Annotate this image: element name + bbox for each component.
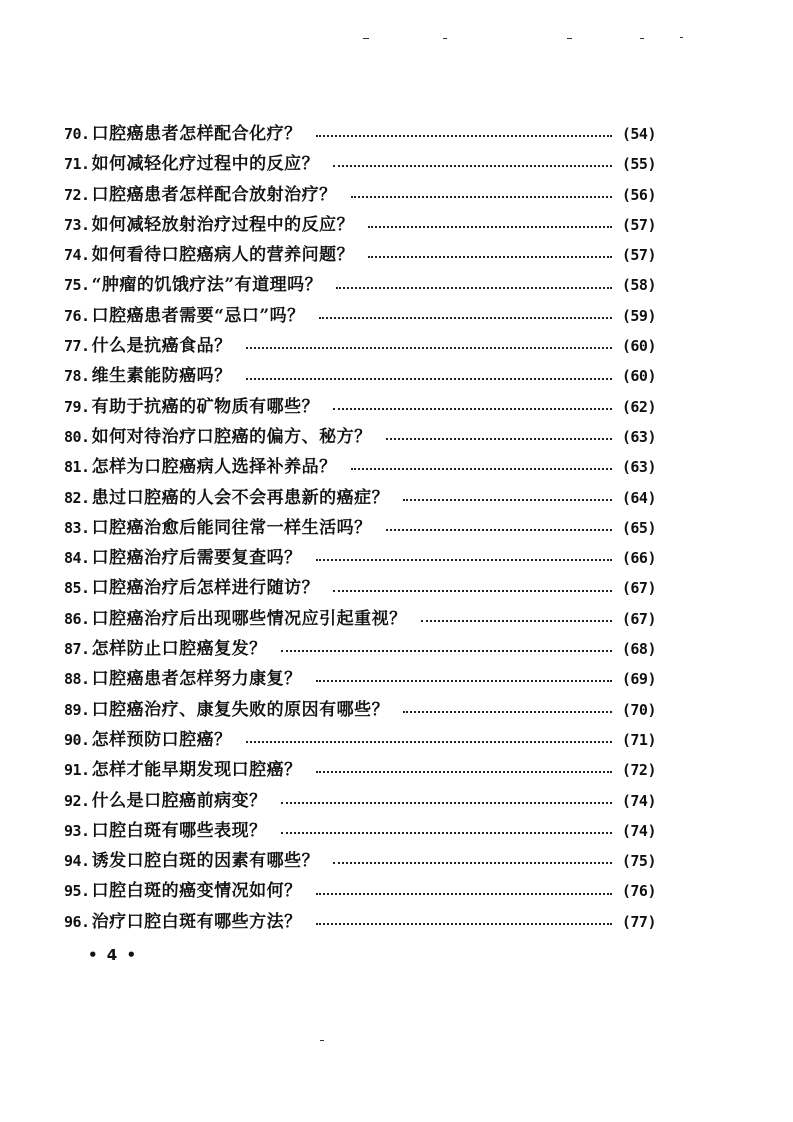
toc-entry[interactable]: [64, 301, 656, 331]
toc-entry[interactable]: [64, 786, 656, 816]
toc-entry-title: 治疗口腔白斑有哪些方法？: [91, 911, 302, 932]
toc-entry-number: 71.: [64, 155, 90, 174]
toc-entry-page: (70): [621, 700, 656, 719]
toc-entry[interactable]: [64, 270, 656, 300]
scan-speck: [363, 38, 369, 39]
toc-entry-title: 口腔癌患者怎样努力康复？: [91, 669, 302, 690]
toc-entry-page: (65): [621, 518, 656, 537]
toc-entry-title: 什么是口腔癌前病变？: [91, 790, 267, 811]
toc-entry[interactable]: [64, 573, 656, 603]
dot-leader: [281, 832, 612, 834]
toc-entry[interactable]: [64, 543, 656, 573]
toc-entry-number: 77.: [64, 337, 90, 356]
toc-entry-title: 口腔白斑的癌变情况如何？: [91, 881, 302, 902]
scan-speck: [640, 38, 644, 39]
toc-entry-page: (75): [621, 852, 656, 871]
dot-leader: [246, 741, 612, 743]
toc-entry[interactable]: [64, 604, 656, 634]
toc-entry-page: (77): [621, 912, 656, 931]
toc-entry-number: 86.: [64, 609, 90, 628]
toc-entry[interactable]: [64, 452, 656, 482]
toc-entry-title: 怎样才能早期发现口腔癌？: [91, 760, 302, 781]
dot-leader: [316, 923, 612, 925]
toc-entry-title: 如何减轻化疗过程中的反应？: [91, 154, 320, 175]
toc-entry-page: (72): [621, 761, 656, 780]
scan-speck: [320, 1040, 324, 1041]
dot-leader: [336, 287, 612, 289]
toc-entry-title: 如何看待口腔癌病人的营养问题？: [91, 245, 355, 266]
toc-entry-number: 90.: [64, 730, 90, 749]
toc-entry-page: (66): [621, 549, 656, 568]
toc-entry-number: 88.: [64, 670, 90, 689]
toc-entry-page: (74): [621, 821, 656, 840]
toc-entry-number: 72.: [64, 185, 90, 204]
dot-leader: [316, 771, 612, 773]
toc-entry-title: 口腔癌患者怎样配合化疗？: [91, 124, 302, 144]
dot-leader: [316, 135, 612, 137]
toc-entry-title: 口腔癌患者怎样配合放射治疗？: [91, 184, 337, 205]
toc-entry[interactable]: [64, 664, 656, 694]
toc-entry[interactable]: [64, 876, 656, 906]
toc-entry-page: (56): [621, 185, 656, 204]
page-number: • 4 •: [88, 946, 139, 964]
toc-entry-page: (68): [621, 640, 656, 659]
scan-speck: [567, 38, 572, 39]
toc-entry-number: 80.: [64, 427, 90, 446]
dot-leader: [386, 438, 612, 440]
dot-leader: [333, 408, 612, 410]
table-of-contents: [64, 119, 656, 937]
toc-entry-page: (54): [621, 125, 656, 143]
toc-entry-page: (55): [621, 155, 656, 174]
toc-entry-title: 口腔癌治疗后需要复查吗？: [91, 548, 302, 569]
toc-entry-title: 口腔癌治疗、康复失败的原因有哪些？: [91, 699, 390, 720]
toc-entry-page: (67): [621, 609, 656, 628]
dot-leader: [316, 559, 612, 561]
toc-entry-title: 口腔癌患者需要“忌口”吗？: [91, 305, 305, 326]
toc-entry[interactable]: [64, 331, 656, 361]
toc-entry-page: (58): [621, 276, 656, 295]
toc-entry[interactable]: [64, 180, 656, 210]
toc-entry-number: 73.: [64, 215, 90, 234]
toc-entry-title: 口腔癌治疗后怎样进行随访？: [91, 578, 320, 599]
dot-leader: [333, 590, 612, 592]
toc-entry[interactable]: [64, 483, 656, 513]
toc-entry-number: 70.: [64, 125, 90, 143]
toc-entry-number: 79.: [64, 397, 90, 416]
dot-leader: [333, 165, 612, 167]
toc-entry-page: (76): [621, 882, 656, 901]
toc-entry-number: 84.: [64, 549, 90, 568]
scan-speck: [680, 37, 683, 38]
toc-entry-number: 85.: [64, 579, 90, 598]
toc-entry-page: (62): [621, 397, 656, 416]
toc-entry-page: (63): [621, 458, 656, 477]
dot-leader: [333, 862, 612, 864]
scan-speck: [443, 38, 447, 39]
toc-entry-page: (64): [621, 488, 656, 507]
toc-entry-page: (74): [621, 791, 656, 810]
toc-entry-page: (63): [621, 427, 656, 446]
toc-entry-number: 82.: [64, 488, 90, 507]
toc-entry-title: 诱发口腔白斑的因素有哪些？: [91, 851, 320, 872]
toc-entry-page: (57): [621, 215, 656, 234]
toc-entry-title: 什么是抗癌食品？: [91, 336, 232, 357]
toc-entry-number: 91.: [64, 761, 90, 780]
toc-entry-number: 94.: [64, 852, 90, 871]
dot-leader: [368, 256, 612, 258]
toc-entry[interactable]: [64, 361, 656, 391]
toc-entry[interactable]: [64, 392, 656, 422]
toc-entry[interactable]: [64, 422, 656, 452]
toc-entry-page: (59): [621, 306, 656, 325]
toc-entry-title: “肿瘤的饥饿疗法”有道理吗？: [91, 275, 323, 296]
toc-entry-page: (71): [621, 730, 656, 749]
toc-entry[interactable]: [64, 816, 656, 846]
toc-entry-page: (67): [621, 579, 656, 598]
toc-entry-number: 96.: [64, 912, 90, 931]
toc-entry-number: 78.: [64, 367, 90, 386]
dot-leader: [368, 226, 612, 228]
toc-entry-title: 有助于抗癌的矿物质有哪些？: [91, 396, 320, 417]
dot-leader: [281, 650, 612, 652]
toc-entry[interactable]: [64, 695, 656, 725]
toc-entry-title: 口腔白斑有哪些表现？: [91, 820, 267, 841]
toc-entry-title: 怎样为口腔癌病人选择补养品？: [91, 457, 337, 478]
dot-leader: [351, 468, 612, 470]
dot-leader: [386, 529, 612, 531]
toc-entry-title: 如何对待治疗口腔癌的偏方、秘方？: [91, 426, 372, 447]
dot-leader: [403, 711, 612, 713]
toc-entry-title: 怎样预防口腔癌？: [91, 729, 232, 750]
toc-entry-title: 维生素能防癌吗？: [91, 366, 232, 387]
dot-leader: [281, 802, 612, 804]
toc-entry-title: 患过口腔癌的人会不会再患新的癌症？: [91, 487, 390, 508]
dot-leader: [421, 620, 612, 622]
toc-entry-number: 92.: [64, 791, 90, 810]
dot-leader: [246, 347, 612, 349]
toc-entry-number: 76.: [64, 306, 90, 325]
toc-entry-title: 口腔癌治疗后出现哪些情况应引起重视？: [91, 608, 407, 629]
toc-entry[interactable]: [64, 907, 656, 937]
toc-entry[interactable]: [64, 149, 656, 179]
dot-leader: [316, 680, 612, 682]
toc-entry-page: (69): [621, 670, 656, 689]
toc-entry[interactable]: [64, 755, 656, 785]
dot-leader: [351, 196, 612, 198]
toc-entry-number: 89.: [64, 700, 90, 719]
toc-entry-number: 74.: [64, 246, 90, 265]
toc-entry-number: 83.: [64, 518, 90, 537]
toc-entry-number: 95.: [64, 882, 90, 901]
toc-entry[interactable]: [64, 210, 656, 240]
toc-entry-title: 如何减轻放射治疗过程中的反应？: [91, 214, 355, 235]
toc-entry[interactable]: [64, 513, 656, 543]
toc-entry-page: (57): [621, 246, 656, 265]
toc-entry[interactable]: [64, 846, 656, 876]
dot-leader: [403, 499, 612, 501]
toc-entry-number: 81.: [64, 458, 90, 477]
toc-entry[interactable]: [64, 725, 656, 755]
toc-entry-number: 75.: [64, 276, 90, 295]
toc-entry[interactable]: [64, 634, 656, 664]
toc-entry-page: (60): [621, 337, 656, 356]
toc-entry-number: 87.: [64, 640, 90, 659]
dot-leader: [316, 893, 612, 895]
toc-entry[interactable]: [64, 240, 656, 270]
toc-entry-title: 口腔癌治愈后能同往常一样生活吗？: [91, 517, 372, 538]
dot-leader: [246, 378, 612, 380]
toc-entry-title: 怎样防止口腔癌复发？: [91, 639, 267, 660]
toc-entry[interactable]: [64, 119, 656, 149]
toc-entry-page: (60): [621, 367, 656, 386]
toc-entry-number: 93.: [64, 821, 90, 840]
dot-leader: [319, 317, 612, 319]
